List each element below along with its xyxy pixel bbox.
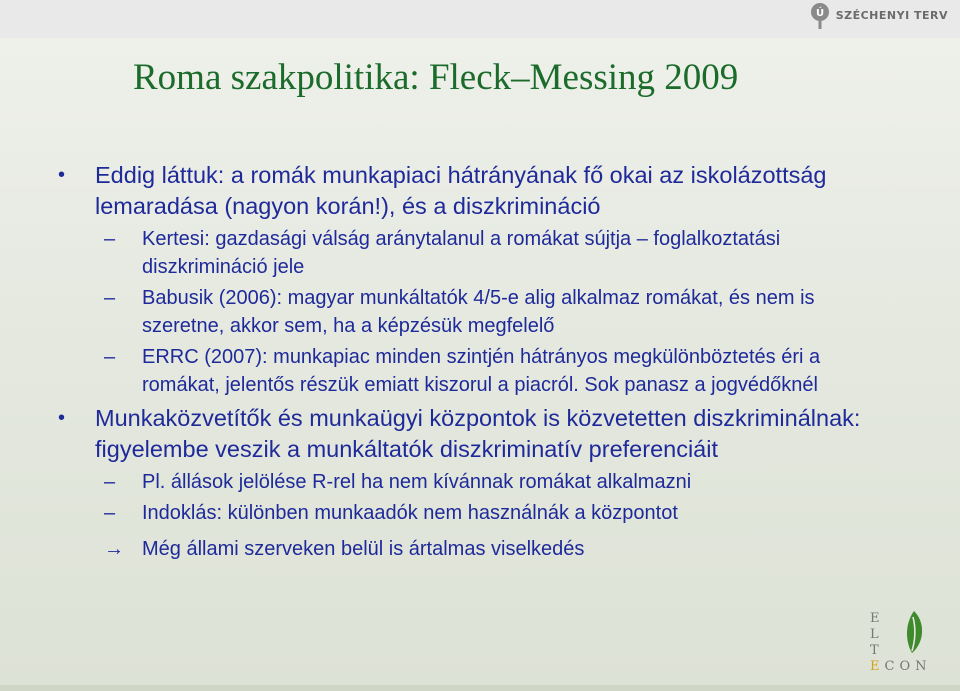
- arrow-line-text: Még állami szerveken belül is ártalmas viselkedés: [142, 538, 585, 560]
- bottom-strip: [0, 685, 960, 691]
- top-banner: [0, 0, 960, 38]
- sub-bullet-1-2: [58, 284, 888, 340]
- sub-bullet-1-2-text: Babusik (2006): magyar munkáltatók 4/5-e alig alkalmaz romákat, és nem is szeretne, akkor sem, ha a képzésük megfelelő: [142, 287, 815, 337]
- dash-marker: –: [104, 502, 116, 524]
- sub-bullet-1-3: [58, 343, 888, 399]
- sub-bullet-2-2-text: Indoklás: különben munkaadók nem használnák a központot: [142, 502, 678, 524]
- dash-marker: –: [104, 471, 116, 493]
- szechenyi-terv-logo: [810, 0, 948, 30]
- econ-rest: CON: [884, 659, 932, 674]
- sub-bullet-1-1: [58, 225, 888, 281]
- sub-bullet-2-2: [58, 499, 888, 527]
- bullet-2-text: Munkaközvetítők és munkaügyi központok is közvetetten diszkriminálnak: figyelembe veszik a munkáltatók diszkriminatív preferenciáit: [95, 405, 861, 462]
- szechenyi-u-icon: [810, 2, 830, 28]
- elte-econ-logo: [870, 607, 942, 677]
- dash-marker: –: [104, 228, 116, 250]
- bullet-1-text: Eddig láttuk: a romák munkapiaci hátrányának fő okai az iskolázottság lemaradása (nagyon korán!), és a diszkrimináció: [95, 162, 827, 219]
- dash-marker: –: [104, 346, 116, 368]
- szechenyi-terv-label: SZÉCHENYI TERV: [835, 8, 948, 22]
- arrow-icon: →: [104, 538, 124, 560]
- sub-bullet-2-1: [58, 468, 888, 496]
- sub-bullet-2-1-text: Pl. állások jelölése R-rel ha nem kívánnak romákat alkalmazni: [142, 471, 692, 493]
- elte-letters: [870, 611, 880, 659]
- econ-label: [870, 659, 931, 674]
- slide-body: [58, 160, 888, 566]
- slide-title: Roma szakpolitika: Fleck–Messing 2009: [133, 57, 739, 98]
- bullet-2: [58, 403, 888, 465]
- sub-bullet-1-1-text: Kertesi: gazdasági válság aránytalanul a romákat sújtja – foglalkoztatási diszkrimináció jele: [142, 228, 781, 278]
- arrow-line: [58, 535, 888, 563]
- leaf-icon: [900, 609, 926, 655]
- szechenyi-badge-letter: Ú: [815, 8, 824, 19]
- bullet-marker: •: [58, 164, 66, 186]
- elte-letter: E: [870, 611, 880, 626]
- elte-letter: T: [870, 643, 879, 658]
- econ-first-letter: E: [870, 659, 885, 674]
- bullet-1: [58, 160, 888, 222]
- bullet-marker: •: [58, 407, 66, 429]
- elte-letter: L: [870, 627, 879, 642]
- dash-marker: –: [104, 287, 116, 309]
- sub-bullet-1-3-text: ERRC (2007): munkapiac minden szintjén hátrányos megkülönböztetés éri a romákat, jelentős részük emiatt kiszorul a piacról. Sok panasz a jogvédőknél: [142, 346, 821, 396]
